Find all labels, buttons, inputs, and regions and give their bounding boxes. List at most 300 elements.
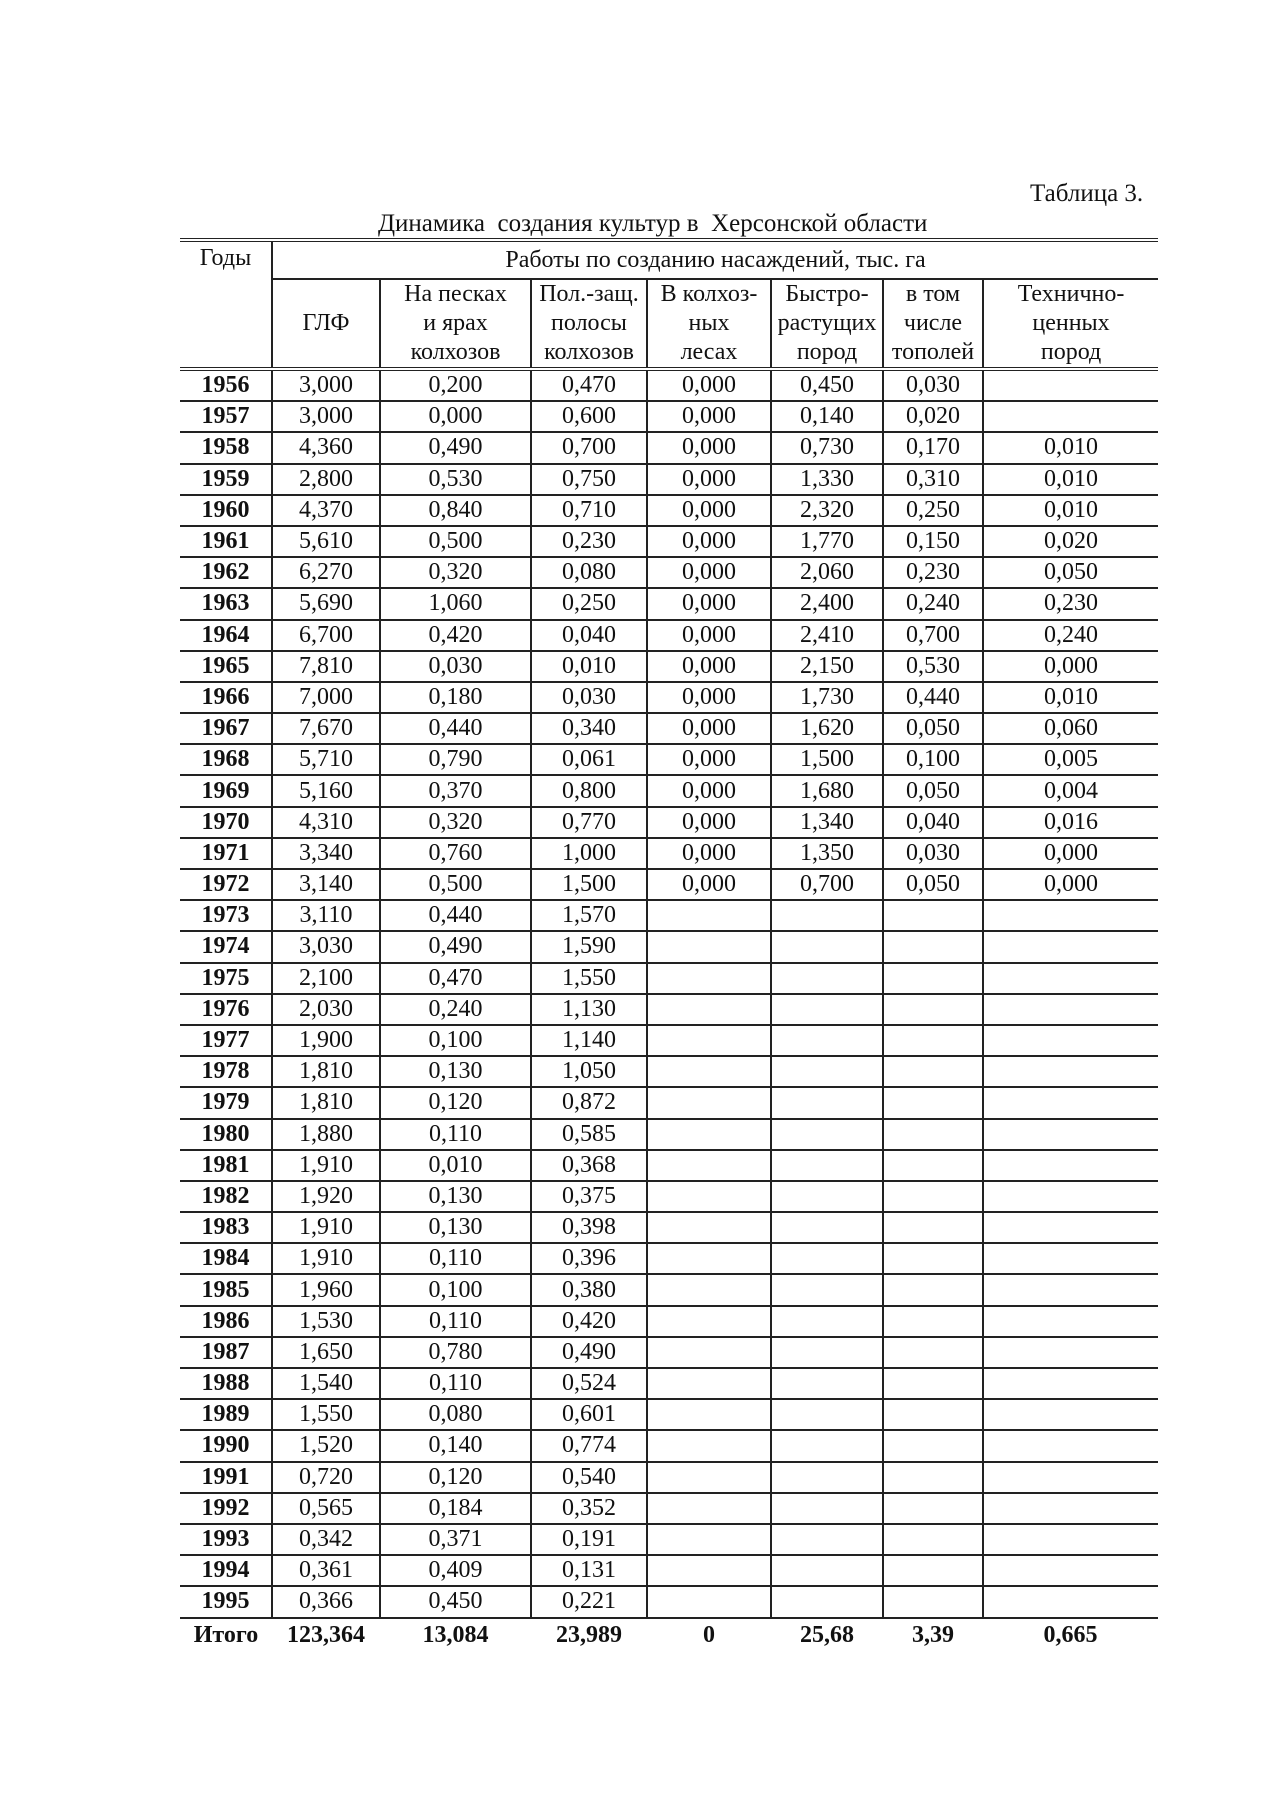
- table-row: [180, 1306, 1158, 1337]
- table-cell: 0,230: [531, 526, 647, 557]
- table-cell: 0,140: [771, 401, 883, 432]
- row-year: 1993: [180, 1524, 272, 1555]
- table-cell: 1,530: [272, 1306, 380, 1337]
- total-cell: 0,665: [1043, 1622, 1098, 1648]
- table-cell: 0,340: [531, 713, 647, 744]
- total-cell: 123,364: [287, 1622, 365, 1648]
- table-cell: 0,872: [531, 1087, 647, 1118]
- table-cell: 0,050: [883, 869, 983, 900]
- table-cell: 0,450: [771, 369, 883, 401]
- table-row: [180, 1274, 1158, 1305]
- table-cell: [771, 1212, 883, 1243]
- column-header-line: ных: [688, 310, 730, 336]
- table-cell: 0,370: [380, 775, 531, 806]
- table-cell: 3,110: [272, 900, 380, 931]
- table-cell: 5,610: [272, 526, 380, 557]
- row-year: 1965: [180, 651, 272, 682]
- column-header: [647, 279, 771, 369]
- table-cell: [771, 1555, 883, 1586]
- column-header-line: полосы: [551, 310, 627, 336]
- table-cell: [983, 1399, 1158, 1430]
- table-cell: 0,000: [647, 588, 771, 619]
- column-header-line: [273, 338, 379, 367]
- table-cell: 0,409: [380, 1555, 531, 1586]
- table-cell: 0,010: [983, 682, 1158, 713]
- table-cell: 0,120: [380, 1087, 531, 1118]
- table-row: [180, 1337, 1158, 1368]
- table-cell: 3,140: [272, 869, 380, 900]
- table-cell: 6,270: [272, 557, 380, 588]
- column-header-line: тополей: [891, 339, 975, 365]
- table-cell: 0,020: [883, 401, 983, 432]
- table-cell: [647, 1274, 771, 1305]
- table-row: [180, 775, 1158, 806]
- table-cell: 0,110: [380, 1119, 531, 1150]
- table-cell: 1,520: [272, 1430, 380, 1461]
- table-cell: 0,020: [983, 526, 1158, 557]
- column-header-line: ГЛФ: [302, 310, 350, 336]
- table-cell: 7,670: [272, 713, 380, 744]
- table-cell: 0,500: [380, 869, 531, 900]
- table-cell: [647, 1493, 771, 1524]
- table-row: [180, 401, 1158, 432]
- table-cell: 1,570: [531, 900, 647, 931]
- table-cell: [883, 1586, 983, 1617]
- table-cell: [647, 1586, 771, 1617]
- table-cell: 1,540: [272, 1368, 380, 1399]
- table-row: [180, 1150, 1158, 1181]
- table-row: [180, 900, 1158, 931]
- table-cell: [771, 1181, 883, 1212]
- table-cell: 1,900: [272, 1025, 380, 1056]
- table-cell: 1,330: [771, 464, 883, 495]
- table-cell: 1,730: [771, 682, 883, 713]
- table-cell: 0,000: [647, 526, 771, 557]
- table-cell: 0,250: [531, 588, 647, 619]
- table-cell: 0,565: [272, 1493, 380, 1524]
- table-cell: [771, 1119, 883, 1150]
- row-year: 1966: [180, 682, 272, 713]
- table-cell: 0,240: [380, 994, 531, 1025]
- table-cell: 0,800: [531, 775, 647, 806]
- total-cell: 0: [703, 1622, 715, 1648]
- table-cell: 0,060: [983, 713, 1158, 744]
- table-cell: [883, 1306, 983, 1337]
- table-cell: 0,601: [531, 1399, 647, 1430]
- table-cell: [883, 1243, 983, 1274]
- table-cell: 0,000: [647, 869, 771, 900]
- table-cell: 0,191: [531, 1524, 647, 1555]
- table-cell: 0,184: [380, 1493, 531, 1524]
- table-cell: 0,720: [272, 1462, 380, 1493]
- column-header-line: лесах: [680, 339, 738, 365]
- table-cell: 0,420: [380, 620, 531, 651]
- table-cell: 0,221: [531, 1586, 647, 1617]
- table-cell: [983, 1337, 1158, 1368]
- table-cell: 0,240: [983, 620, 1158, 651]
- table-row: [180, 1119, 1158, 1150]
- table-title: Динамика создания культур в Херсонской области: [378, 210, 928, 237]
- table-row: [180, 1025, 1158, 1056]
- table-cell: [883, 1399, 983, 1430]
- table-cell: 5,690: [272, 588, 380, 619]
- table-cell: 0,470: [380, 963, 531, 994]
- table-cell: 0,100: [883, 744, 983, 775]
- table-cell: 0,440: [380, 713, 531, 744]
- table-cell: 0,440: [380, 900, 531, 931]
- table-cell: [771, 994, 883, 1025]
- table-cell: 0,000: [647, 744, 771, 775]
- table-cell: [983, 1056, 1158, 1087]
- table-cell: 0,200: [380, 369, 531, 401]
- table-cell: 0,110: [380, 1243, 531, 1274]
- table-cell: 1,960: [272, 1274, 380, 1305]
- table-cell: [771, 1056, 883, 1087]
- table-cell: 1,680: [771, 775, 883, 806]
- table-cell: 2,320: [771, 495, 883, 526]
- table-cell: 0,470: [531, 369, 647, 401]
- table-body: [180, 369, 1158, 1653]
- table-cell: 0,000: [647, 620, 771, 651]
- row-year: 1978: [180, 1056, 272, 1087]
- table-cell: [771, 931, 883, 962]
- table-row: [180, 1555, 1158, 1586]
- table-cell: 0,000: [647, 807, 771, 838]
- table-cell: [771, 1493, 883, 1524]
- table-cell: 1,550: [531, 963, 647, 994]
- table-row: [180, 1368, 1158, 1399]
- table-cell: [983, 1586, 1158, 1617]
- table-cell: 2,410: [771, 620, 883, 651]
- row-year: 1964: [180, 620, 272, 651]
- table-row: [180, 1056, 1158, 1087]
- row-year: 1991: [180, 1462, 272, 1493]
- row-year: 1973: [180, 900, 272, 931]
- column-header-line: Пол.-защ.: [539, 281, 639, 307]
- table-cell: [983, 963, 1158, 994]
- table-cell: 0,600: [531, 401, 647, 432]
- table-cell: 0,230: [883, 557, 983, 588]
- table-cell: 3,000: [272, 401, 380, 432]
- table-cell: [883, 1150, 983, 1181]
- total-row: [180, 1618, 1158, 1653]
- column-header-line: Технично-: [1017, 281, 1125, 307]
- table-cell: 0,004: [983, 775, 1158, 806]
- table-cell: [647, 1212, 771, 1243]
- table-cell: 0,700: [883, 620, 983, 651]
- table-cell: 2,030: [272, 994, 380, 1025]
- table-cell: [647, 1306, 771, 1337]
- table-cell: 0,700: [531, 432, 647, 463]
- row-year: 1970: [180, 807, 272, 838]
- table-cell: 1,920: [272, 1181, 380, 1212]
- table-cell: [647, 1056, 771, 1087]
- table-row: [180, 1493, 1158, 1524]
- table-cell: [647, 1368, 771, 1399]
- table-cell: 0,000: [983, 838, 1158, 869]
- table-cell: [771, 963, 883, 994]
- table-cell: [647, 1337, 771, 1368]
- table-cell: 0,000: [647, 495, 771, 526]
- table-cell: 0,000: [380, 401, 531, 432]
- row-year: 1985: [180, 1274, 272, 1305]
- table-cell: 0,131: [531, 1555, 647, 1586]
- table-cell: 0,180: [380, 682, 531, 713]
- total-cell: 25,68: [800, 1622, 854, 1648]
- row-year: 1979: [180, 1087, 272, 1118]
- table-cell: 0,368: [531, 1150, 647, 1181]
- table-cell: [983, 994, 1158, 1025]
- table-cell: [771, 1462, 883, 1493]
- table-cell: 1,880: [272, 1119, 380, 1150]
- table-cell: [647, 1181, 771, 1212]
- column-header: [883, 279, 983, 369]
- table-cell: 0,000: [647, 432, 771, 463]
- table-cell: 0,030: [883, 838, 983, 869]
- table-cell: 3,340: [272, 838, 380, 869]
- table-cell: 1,590: [531, 931, 647, 962]
- total-cell: 13,084: [422, 1622, 489, 1648]
- table-cell: 0,030: [883, 369, 983, 401]
- table-cell: 0,010: [380, 1150, 531, 1181]
- column-header: [531, 279, 647, 369]
- column-header-line: колхозов: [544, 339, 634, 365]
- table-cell: 0,540: [531, 1462, 647, 1493]
- table-cell: 0,710: [531, 495, 647, 526]
- table-cell: [983, 1274, 1158, 1305]
- table-cell: 0,050: [983, 557, 1158, 588]
- table-cell: [771, 1337, 883, 1368]
- table-row: [180, 682, 1158, 713]
- table-row: [180, 588, 1158, 619]
- table-cell: [771, 1274, 883, 1305]
- table-cell: 0,774: [531, 1430, 647, 1461]
- table-cell: 0,000: [647, 775, 771, 806]
- table-cell: 6,700: [272, 620, 380, 651]
- table-cell: 4,370: [272, 495, 380, 526]
- table-cell: 0,000: [983, 651, 1158, 682]
- table-cell: 1,810: [272, 1056, 380, 1087]
- table-cell: [983, 401, 1158, 432]
- table-cell: 0,140: [380, 1430, 531, 1461]
- row-year: 1963: [180, 588, 272, 619]
- data-table-container: [180, 238, 1158, 1653]
- table-cell: 1,910: [272, 1212, 380, 1243]
- column-header-line: пород: [1040, 339, 1102, 365]
- table-cell: 0,150: [883, 526, 983, 557]
- table-cell: [983, 1368, 1158, 1399]
- table-cell: 0,130: [380, 1181, 531, 1212]
- table-cell: [883, 994, 983, 1025]
- table-row: [180, 620, 1158, 651]
- row-year: 1989: [180, 1399, 272, 1430]
- column-header-line: в том: [905, 281, 961, 307]
- table-cell: 1,650: [272, 1337, 380, 1368]
- row-year: 1980: [180, 1119, 272, 1150]
- table-cell: 0,000: [647, 464, 771, 495]
- table-cell: 7,810: [272, 651, 380, 682]
- table-cell: 0,000: [647, 401, 771, 432]
- table-cell: 0,342: [272, 1524, 380, 1555]
- table-cell: 0,030: [380, 651, 531, 682]
- table-cell: [883, 1025, 983, 1056]
- table-cell: 0,110: [380, 1368, 531, 1399]
- table-row: [180, 713, 1158, 744]
- table-cell: 1,810: [272, 1087, 380, 1118]
- table-cell: 1,620: [771, 713, 883, 744]
- table-cell: 0,361: [272, 1555, 380, 1586]
- table-cell: 0,700: [771, 869, 883, 900]
- table-cell: [883, 1181, 983, 1212]
- total-cell: 23,989: [556, 1622, 622, 1648]
- table-cell: 0,010: [531, 651, 647, 682]
- table-cell: 0,530: [883, 651, 983, 682]
- column-header-line: В колхоз-: [660, 281, 758, 307]
- table-cell: [983, 1150, 1158, 1181]
- table-cell: 0,010: [983, 432, 1158, 463]
- table-cell: 0,010: [983, 464, 1158, 495]
- table-row: [180, 838, 1158, 869]
- table-cell: [647, 1025, 771, 1056]
- table-cell: [647, 1119, 771, 1150]
- table-cell: 2,100: [272, 963, 380, 994]
- table-cell: 1,910: [272, 1150, 380, 1181]
- table-cell: 0,490: [380, 432, 531, 463]
- table-cell: [883, 963, 983, 994]
- table-row: [180, 931, 1158, 962]
- column-header-line: растущих: [777, 310, 877, 336]
- header-years-label: Годы: [199, 245, 252, 271]
- data-table: [180, 238, 1158, 1653]
- row-year: 1983: [180, 1212, 272, 1243]
- table-cell: 2,800: [272, 464, 380, 495]
- table-cell: 2,400: [771, 588, 883, 619]
- table-row: [180, 744, 1158, 775]
- table-cell: [771, 1368, 883, 1399]
- row-year: 1958: [180, 432, 272, 463]
- table-cell: 0,398: [531, 1212, 647, 1243]
- table-cell: 0,050: [883, 713, 983, 744]
- table-cell: 0,110: [380, 1306, 531, 1337]
- table-cell: [883, 1274, 983, 1305]
- table-cell: 0,240: [883, 588, 983, 619]
- table-cell: 0,440: [883, 682, 983, 713]
- table-cell: 0,396: [531, 1243, 647, 1274]
- table-cell: [771, 1025, 883, 1056]
- column-header-line: числе: [903, 310, 963, 336]
- table-cell: 0,750: [531, 464, 647, 495]
- table-cell: 1,000: [531, 838, 647, 869]
- table-cell: 0,366: [272, 1586, 380, 1617]
- table-cell: 0,040: [883, 807, 983, 838]
- table-cell: 1,050: [531, 1056, 647, 1087]
- row-year: 1956: [180, 369, 272, 401]
- table-cell: 0,010: [983, 495, 1158, 526]
- table-cell: 0,320: [380, 807, 531, 838]
- row-year: 1960: [180, 495, 272, 526]
- table-row: [180, 1087, 1158, 1118]
- row-year: 1969: [180, 775, 272, 806]
- row-year: 1977: [180, 1025, 272, 1056]
- table-cell: 0,130: [380, 1212, 531, 1243]
- table-cell: [647, 1243, 771, 1274]
- table-cell: [771, 1586, 883, 1617]
- table-cell: 0,030: [531, 682, 647, 713]
- table-cell: [883, 1555, 983, 1586]
- row-year: 1967: [180, 713, 272, 744]
- column-header-line: На песках: [404, 281, 507, 307]
- table-cell: [771, 1524, 883, 1555]
- table-cell: [983, 900, 1158, 931]
- table-cell: 0,100: [380, 1025, 531, 1056]
- column-header: [983, 279, 1158, 369]
- table-cell: [771, 1243, 883, 1274]
- table-cell: 2,150: [771, 651, 883, 682]
- row-year: 1986: [180, 1306, 272, 1337]
- column-header-line: ценных: [1032, 310, 1110, 336]
- table-row: [180, 1462, 1158, 1493]
- table-cell: 0,780: [380, 1337, 531, 1368]
- table-cell: [983, 1462, 1158, 1493]
- table-cell: 1,910: [272, 1243, 380, 1274]
- table-cell: 0,230: [983, 588, 1158, 619]
- table-row: [180, 651, 1158, 682]
- table-cell: 0,840: [380, 495, 531, 526]
- table-cell: [647, 1462, 771, 1493]
- table-cell: 0,310: [883, 464, 983, 495]
- table-cell: [883, 1212, 983, 1243]
- table-row: [180, 869, 1158, 900]
- total-cell: 3,39: [912, 1622, 954, 1648]
- table-cell: 0,352: [531, 1493, 647, 1524]
- row-year: 1959: [180, 464, 272, 495]
- column-header: [771, 279, 883, 369]
- column-header-line: [273, 280, 379, 309]
- table-cell: [647, 1087, 771, 1118]
- table-cell: 5,160: [272, 775, 380, 806]
- table-cell: 0,000: [647, 557, 771, 588]
- table-cell: 4,360: [272, 432, 380, 463]
- table-cell: [883, 900, 983, 931]
- table-cell: 1,770: [771, 526, 883, 557]
- table-cell: [771, 1150, 883, 1181]
- table-cell: [771, 900, 883, 931]
- header-group: Работы по созданию насаждений, тыс. га: [272, 240, 1158, 279]
- table-cell: 0,371: [380, 1524, 531, 1555]
- table-row: [180, 1243, 1158, 1274]
- table-cell: 0,420: [531, 1306, 647, 1337]
- column-header-line: Быстро-: [785, 281, 869, 307]
- table-cell: [983, 1119, 1158, 1150]
- table-cell: [983, 1306, 1158, 1337]
- table-cell: 0,380: [531, 1274, 647, 1305]
- column-header: [380, 279, 531, 369]
- table-cell: 1,130: [531, 994, 647, 1025]
- table-cell: [883, 1430, 983, 1461]
- row-year: 1990: [180, 1430, 272, 1461]
- table-cell: 0,080: [531, 557, 647, 588]
- table-row: [180, 464, 1158, 495]
- table-row: [180, 1212, 1158, 1243]
- table-cell: 0,000: [647, 713, 771, 744]
- table-cell: [983, 1555, 1158, 1586]
- table-cell: 1,060: [380, 588, 531, 619]
- row-year: 1975: [180, 963, 272, 994]
- table-row: [180, 495, 1158, 526]
- total-label: Итого: [193, 1622, 259, 1648]
- row-year: 1981: [180, 1150, 272, 1181]
- table-cell: [983, 1025, 1158, 1056]
